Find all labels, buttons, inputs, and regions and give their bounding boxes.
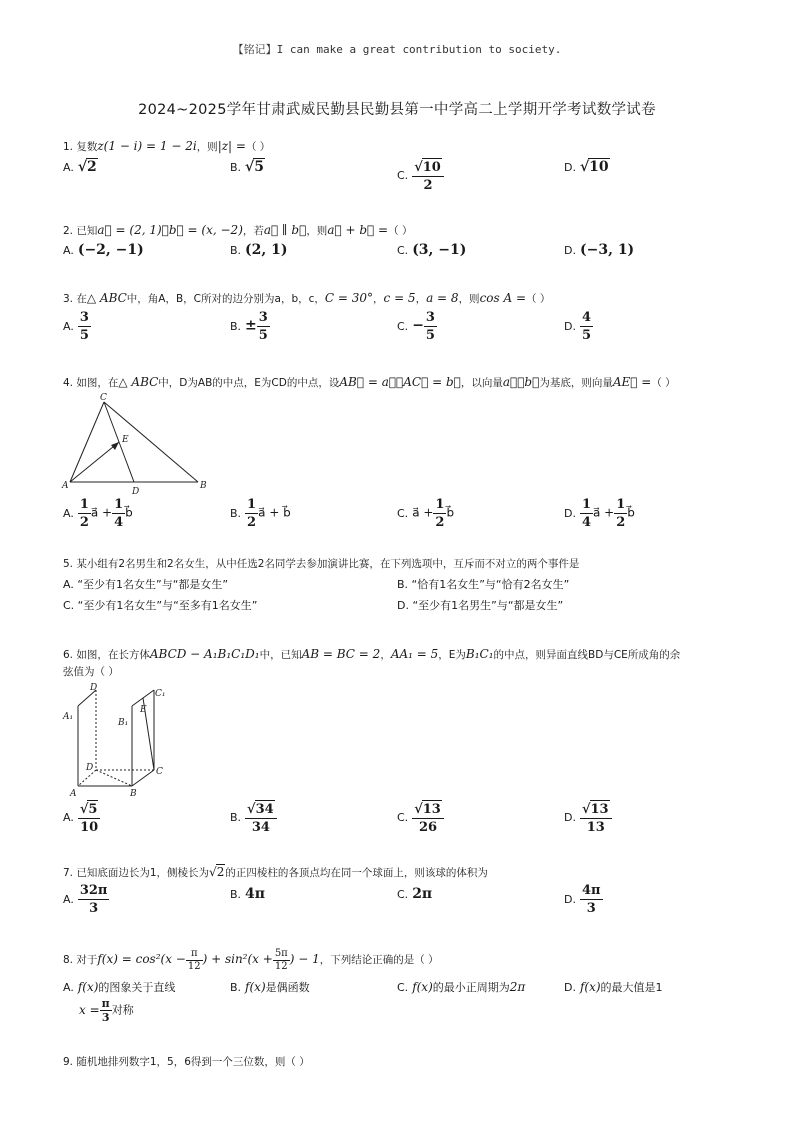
option-a: A. √2 (63, 159, 97, 175)
page-header: 【铭记】I can make a great contribution to society. (232, 43, 562, 56)
option-c: C. “至少有1名女生”与“至多有1名女生” (63, 599, 258, 612)
option-c: C. $\frac{√10}{2}$ (397, 158, 444, 194)
label-a1: A₁ (63, 712, 74, 722)
label-e: E (122, 435, 129, 445)
question-8: 8. 对于f(x) = cos²(x − $\frac{\pi}{12}$ ) + sin²(x + $\frac{5\pi}{12}$ ) − 1，下列结论正确的是（ ） (63, 947, 439, 972)
question-4: 4. 如图，在△ ABC中，D为AB的中点，E为CD的中点，设AB⃗ = a⃗，AC⃗ = b⃗，以向量a⃗，b⃗为基底，则向量AE⃗ =（ ） (63, 375, 676, 389)
option-a: A. $\frac{32\pi}{3}$ (63, 883, 108, 916)
label-b: B (200, 481, 207, 491)
label-c: C (156, 767, 163, 777)
option-b: B. ± $\frac{3}{5}$ (230, 310, 268, 343)
option-c: C. 2π (397, 886, 433, 902)
option-d: D. “至少有1名男生”与“都是女生” (397, 599, 564, 612)
label-c1: C₁ (155, 689, 166, 699)
label-c: C (100, 393, 107, 403)
option-a: A. $\frac{1}{2}$ a⃗ + $\frac{1}{4}$ b⃗ (63, 497, 133, 530)
label-d: D (132, 487, 140, 496)
option-b: B. $\frac{√34}{34}$ (230, 800, 277, 836)
option-d: D. (−3, 1) (564, 242, 635, 258)
option-d: D. $\frac{4\pi}{3}$ (564, 883, 601, 916)
cuboid-figure (60, 682, 170, 800)
option-b: B. “恰有1名女生”与“恰有2名女生” (397, 578, 570, 591)
question-6: 6. 如图，在长方体ABCD − A₁B₁C₁D₁中，已知AB = BC = 2，AA₁ = 5，E为B₁C₁的中点，则异面直线BD与CE所成角的余 (63, 647, 681, 661)
option-c: C. f(x)的最小正周期为2π (397, 980, 526, 994)
option-b: B. (2, 1) (230, 242, 288, 258)
option-a: A. f(x)的图象关于直线 x = $\frac{\pi}{3}$ 对称 (63, 980, 176, 1024)
question-9: 9. 随机地排列数字1，5，6得到一个三位数，则（ ） (63, 1056, 310, 1068)
page-title: 2024~2025学年甘肃武威民勤县民勤县第一中学高二上学期开学考试数学试卷 (138, 102, 656, 118)
question-1: 1. 复数z(1 − i) = 1 − 2i，则|z| =（ ） (63, 139, 271, 153)
label-d: D (86, 763, 94, 773)
option-c: C. − $\frac{3}{5}$ (397, 310, 435, 343)
question-5: 5. 某小组有2名男生和2名女生，从中任选2名同学去参加演讲比赛，在下列选项中，互斥而不对立的两个事件是 (63, 558, 580, 570)
question-2: 2. 已知a⃗ = (2, 1)，b⃗ = (x, −2)，若a⃗ ∥ b⃗，则a⃗ + b⃗ =（ ） (63, 223, 413, 237)
option-d: D. $\frac{√13}{13}$ (564, 800, 612, 836)
question-6-line2: 弦值为（ ） (63, 666, 119, 678)
option-d: D. √10 (564, 159, 609, 175)
label-b1: B₁ (118, 718, 129, 728)
option-b: B. f(x)是偶函数 (230, 980, 310, 994)
label-a: A (70, 789, 77, 799)
option-a: A. $\frac{3}{5}$ (63, 310, 89, 343)
triangle-figure (60, 392, 210, 496)
question-3: 3. 在△ ABC中，角A，B，C所对的边分别为a，b，c，C = 30°，c = 5，a = 8，则cos A =（ ） (63, 291, 551, 305)
option-b: B. $\frac{1}{2}$ a⃗ + b⃗ (230, 497, 291, 530)
option-a: A. (−2, −1) (63, 242, 144, 258)
option-c: C. (3, −1) (397, 242, 467, 258)
option-c: C. a⃗ + $\frac{1}{2}$ b⃗ (397, 497, 455, 530)
option-d: D. $\frac{4}{5}$ (564, 310, 592, 343)
option-a: A. $\frac{√5}{10}$ (63, 800, 100, 836)
option-d: D. $\frac{1}{4}$ a⃗ + $\frac{1}{2}$ b⃗ (564, 497, 635, 530)
label-d1: D (90, 683, 98, 693)
question-7: 7. 已知底面边长为1，侧棱长为√2的正四棱柱的各顶点均在同一个球面上，则该球的体积为 (63, 865, 488, 879)
label-a: A (62, 481, 69, 491)
label-e: E (140, 705, 147, 715)
option-a: A. “至少有1名女生”与“都是女生” (63, 578, 229, 591)
option-b: B. √5 (230, 159, 264, 175)
option-b: B. 4π (230, 886, 266, 902)
label-b: B (130, 789, 137, 799)
option-d: D. f(x)的最大值是1 (564, 980, 663, 994)
option-c: C. $\frac{√13}{26}$ (397, 800, 444, 836)
